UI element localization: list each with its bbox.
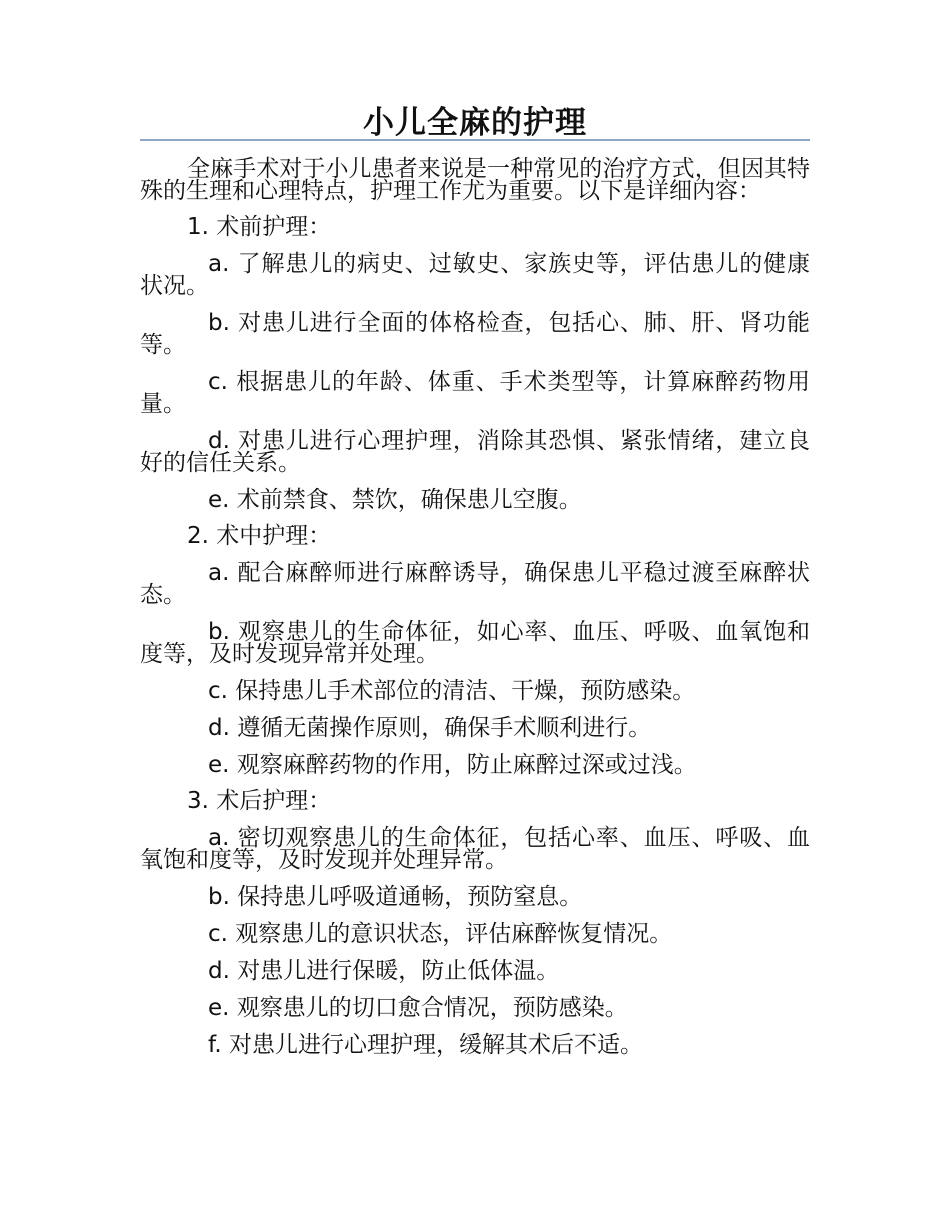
postop-item-b: b. 保持患儿呼吸道通畅，预防窒息。 xyxy=(208,884,583,910)
preop-item-e: e. 术前禁食、禁饮，确保患儿空腹。 xyxy=(208,487,582,513)
postop-item-e: e. 观察患儿的切口愈合情况，预防感染。 xyxy=(208,995,628,1021)
section-heading-preop: 1. 术前护理： xyxy=(187,214,332,240)
section-heading-intraop: 2. 术中护理： xyxy=(187,523,332,549)
title-underline xyxy=(140,139,810,141)
intro-paragraph: 全麻手术对于小儿患者来说是一种常见的治疗方式，但因其特殊的生理和心理特点，护理工作尤为重要。以下是详细内容： xyxy=(140,156,810,204)
intraop-item-a: a. 配合麻醉师进行麻醉诱导，确保患儿平稳过渡至麻醉状态。 xyxy=(140,560,810,608)
intraop-item-e: e. 观察麻醉药物的作用，防止麻醉过深或过浅。 xyxy=(208,752,697,778)
postop-item-d: d. 对患儿进行保暖，防止低体温。 xyxy=(208,958,560,984)
preop-item-c: c. 根据患儿的年龄、体重、手术类型等，计算麻醉药物用量。 xyxy=(140,369,810,417)
postop-item-f: f. 对患儿进行心理护理，缓解其术后不适。 xyxy=(208,1032,644,1058)
intraop-item-b: b. 观察患儿的生命体征，如心率、血压、呼吸、血氧饱和度等，及时发现异常并处理。 xyxy=(140,619,810,667)
intraop-item-c: c. 保持患儿手术部位的清洁、干燥，预防感染。 xyxy=(208,678,696,704)
preop-item-d: d. 对患儿进行心理护理，消除其恐惧、紧张情绪，建立良好的信任关系。 xyxy=(140,428,810,476)
postop-item-a: a. 密切观察患儿的生命体征，包括心率、血压、呼吸、血氧饱和度等，及时发现并处理异常。 xyxy=(140,825,810,873)
postop-item-c: c. 观察患儿的意识状态，评估麻醉恢复情况。 xyxy=(208,921,673,947)
document-title: 小儿全麻的护理 xyxy=(363,105,587,141)
document-body xyxy=(140,158,810,1056)
intraop-item-d: d. 遵循无菌操作原则，确保手术顺利进行。 xyxy=(208,715,652,741)
section-heading-postop: 3. 术后护理： xyxy=(187,788,332,814)
preop-item-b: b. 对患儿进行全面的体格检查，包括心、肺、肝、肾功能等。 xyxy=(140,310,810,358)
preop-item-a: a. 了解患儿的病史、过敏史、家族史等，评估患儿的健康状况。 xyxy=(140,251,810,299)
